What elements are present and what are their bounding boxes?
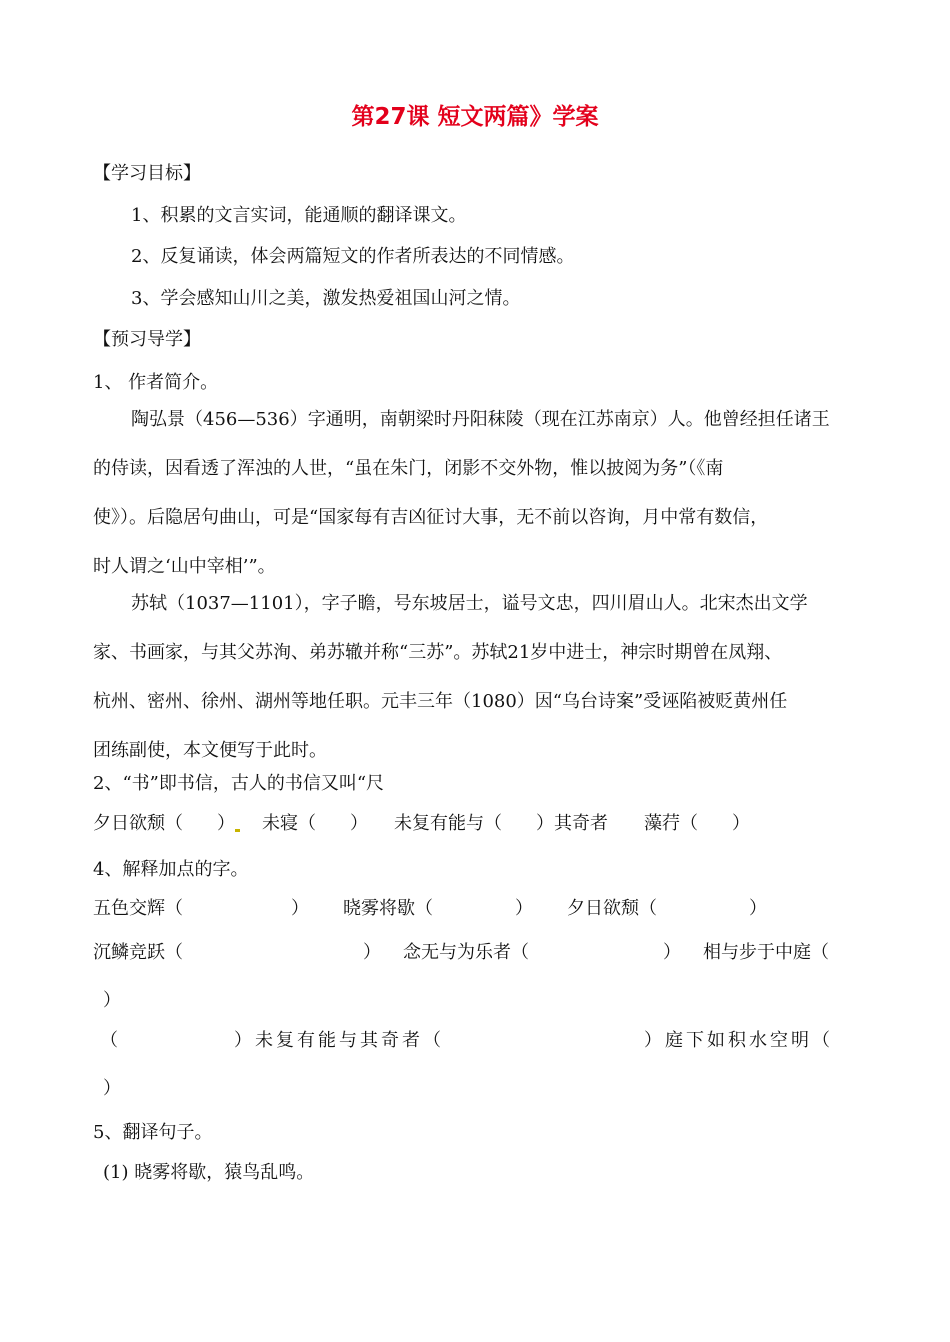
fill-blank-close: ） <box>350 813 368 834</box>
explain-row-2 <box>93 941 829 965</box>
explain-close: ） <box>663 942 681 963</box>
explain-prompt: 念无与为乐者（ <box>403 942 529 963</box>
text-line: 团练副使，本文便写于此时。 <box>93 740 327 761</box>
explain-prompt: 晓雾将歇（ <box>343 898 433 919</box>
goal-item-3: 3、学会感知山川之美，激发热爱祖国山河之情。 <box>131 288 521 309</box>
explain-prompt: 相与步于中庭（ <box>703 942 829 963</box>
fill-blank-prompt: 藻荇（ <box>644 813 698 834</box>
text-line: 家、书画家，与其父苏洵、弟苏辙并称“三苏”。苏轼21岁中进士，神宗时期曾在凤翔、 <box>93 642 783 663</box>
question-5: 5、翻译句子。 <box>93 1122 213 1143</box>
explain-row-1 <box>93 897 767 921</box>
text-line: 时人谓之‘山中宰相’”。 <box>93 556 276 577</box>
explain-close: ） <box>103 1078 121 1099</box>
explain-close: ） <box>103 990 121 1011</box>
author-bio-su <box>93 592 859 788</box>
text-line: 的侍读，因看透了浑浊的人世，“虽在朱门，闭影不交外物，惟以披阅为务”（《南 <box>93 458 724 479</box>
explain-close: ） <box>515 898 533 919</box>
goal-item-1: 1、积累的文言实词，能通顺的翻译课文。 <box>131 205 467 226</box>
section-heading-goals: 【学习目标】 <box>93 163 201 184</box>
fill-blank-prompt: 未复有能与（ <box>394 813 502 834</box>
fill-blank-close: ）其奇者 <box>536 813 608 834</box>
text-line: 杭州、密州、徐州、湖州等地任职。元丰三年（1080）因“乌台诗案”受诬陷被贬黄州任 <box>93 691 788 712</box>
goal-item-2: 2、反复诵读，体会两篇短文的作者所表达的不同情感。 <box>131 246 575 267</box>
text-line: 使》）。后隐居句曲山，可是“国家每有吉凶征讨大事，无不前以咨询，月中常有数信， <box>93 507 769 528</box>
fill-blank-close: ） <box>732 813 750 834</box>
explain-close: ） <box>363 942 381 963</box>
explain-prompt: ）庭下如积水空明（ <box>644 1030 833 1051</box>
section-heading-preview: 【预习导学】 <box>93 329 201 350</box>
explain-prompt: 夕日欲颓（ <box>567 898 657 919</box>
translate-sentence-1: (1) 晓雾将歇，猿鸟乱鸣。 <box>103 1162 315 1183</box>
explain-prompt: 五色交辉（ <box>93 898 183 919</box>
explain-row-3 <box>100 1029 860 1053</box>
highlight-mark <box>235 829 240 832</box>
text-line: 陶弘景（456—536）字通明，南朝梁时丹阳秣陵（现在江苏南京）人。他曾经担任诸王 <box>131 409 830 430</box>
question-2: 2、“书”即书信，古人的书信又叫“尺 <box>93 773 385 794</box>
fill-blank-close: ） <box>217 813 235 834</box>
explain-close: ） <box>749 898 767 919</box>
question-1: 1、 作者简介。 <box>93 372 219 393</box>
question-3-row <box>93 812 750 836</box>
fill-blank-prompt: 未寝（ <box>262 813 316 834</box>
author-bio-tao <box>93 408 859 604</box>
question-4: 4、解释加点的字。 <box>93 859 249 880</box>
text-line: 苏轼（1037—1101），字子瞻，号东坡居士，谥号文忠，四川眉山人。北宋杰出文学 <box>131 593 808 614</box>
page-title: 第27课 短文两篇》学案 <box>351 104 599 130</box>
fill-blank-prompt: 夕日欲颓（ <box>93 813 183 834</box>
explain-prompt: ）未复有能与其奇者（ <box>234 1030 444 1051</box>
explain-close: ） <box>291 898 309 919</box>
explain-prompt: 沉鳞竞跃（ <box>93 942 183 963</box>
explain-prompt: （ <box>100 1030 118 1051</box>
